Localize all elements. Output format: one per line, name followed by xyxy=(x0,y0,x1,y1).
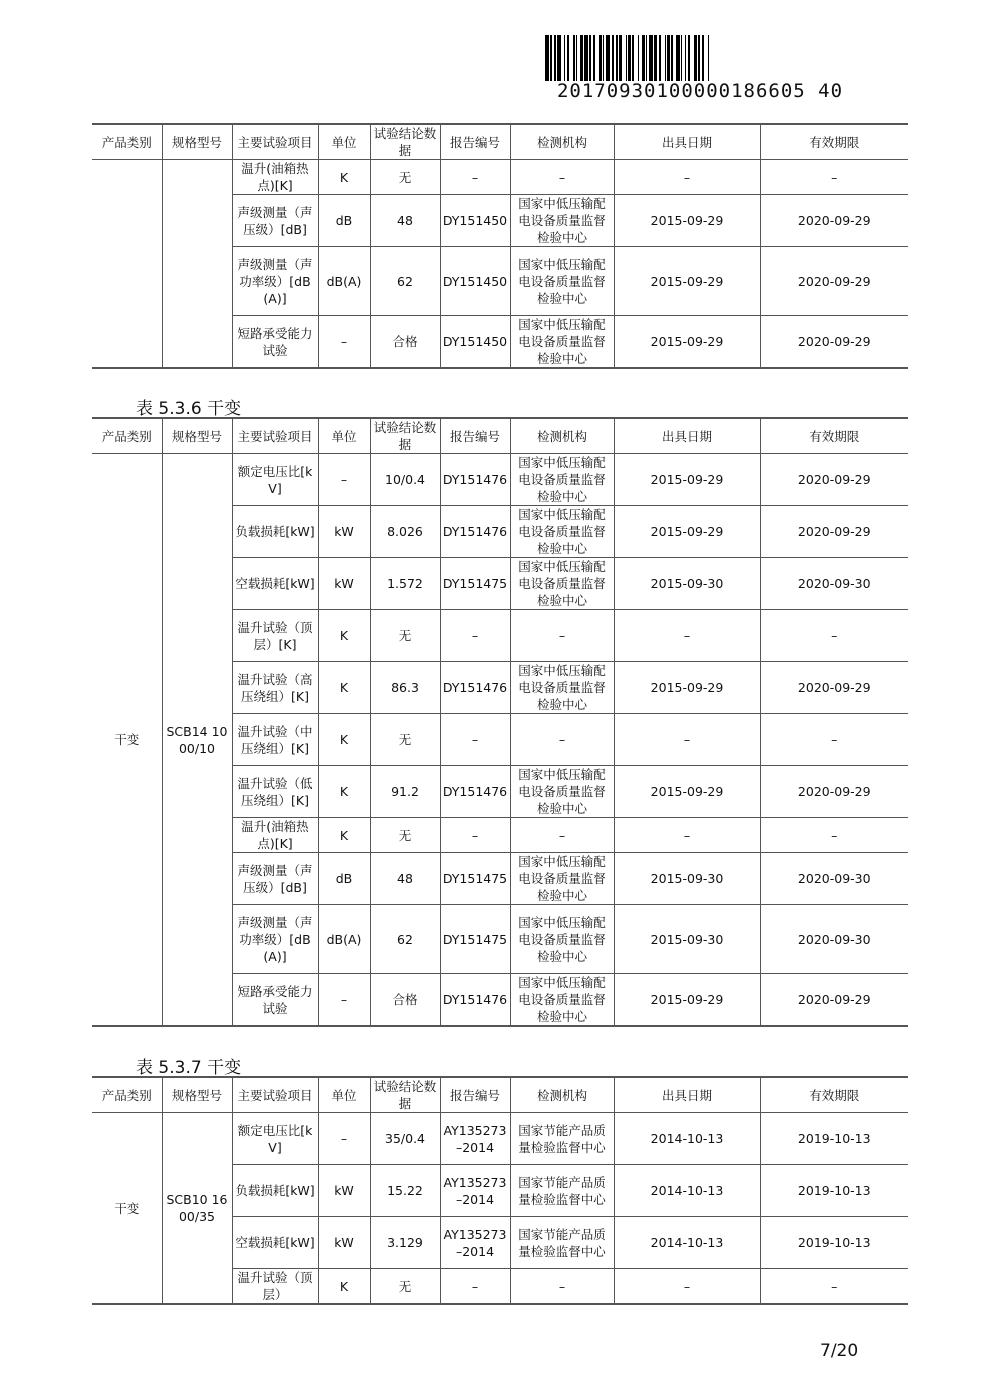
report-cell: DY151475 xyxy=(440,853,510,905)
org-cell: 国家中低压输配电设备质量监督检验中心 xyxy=(510,974,614,1027)
valid-cell: 2020-09-29 xyxy=(760,454,908,506)
date-cell: 2015-09-29 xyxy=(614,506,760,558)
valid-cell: – xyxy=(760,714,908,766)
unit-cell: K xyxy=(318,714,370,766)
table-row xyxy=(92,454,908,506)
data-cell: 10/0.4 xyxy=(370,454,440,506)
report-cell: DY151475 xyxy=(440,905,510,974)
barcode-number: 20170930100000186605 40 xyxy=(556,80,844,102)
model-cell: SCB14 1000/10 xyxy=(162,454,232,1027)
unit-cell: K xyxy=(318,766,370,818)
org-cell: 国家节能产品质量检验监督中心 xyxy=(510,1217,614,1269)
report-cell: – xyxy=(440,714,510,766)
date-cell: 2015-09-29 xyxy=(614,195,760,247)
report-cell: DY151476 xyxy=(440,766,510,818)
valid-cell: 2019-10-13 xyxy=(760,1165,908,1217)
org-cell: – xyxy=(510,1269,614,1305)
item-cell: 温升试验（顶层） xyxy=(232,1269,318,1305)
data-cell: 91.2 xyxy=(370,766,440,818)
report-cell: AY135273–2014 xyxy=(440,1165,510,1217)
column-header: 出具日期 xyxy=(614,1077,760,1113)
column-header: 主要试验项目 xyxy=(232,1077,318,1113)
unit-cell: – xyxy=(318,316,370,369)
unit-cell: – xyxy=(318,1113,370,1165)
report-cell: DY151476 xyxy=(440,454,510,506)
valid-cell: 2020-09-29 xyxy=(760,974,908,1027)
column-header: 有效期限 xyxy=(760,124,908,160)
valid-cell: – xyxy=(760,1269,908,1305)
column-header: 试验结论数据 xyxy=(370,124,440,160)
column-header: 单位 xyxy=(318,1077,370,1113)
report-cell: – xyxy=(440,160,510,195)
column-header: 检测机构 xyxy=(510,124,614,160)
unit-cell: dB xyxy=(318,195,370,247)
date-cell: – xyxy=(614,160,760,195)
item-cell: 短路承受能力试验 xyxy=(232,316,318,369)
barcode-bar xyxy=(709,35,710,81)
column-header: 有效期限 xyxy=(760,418,908,454)
data-cell: 62 xyxy=(370,905,440,974)
date-cell: – xyxy=(614,610,760,662)
item-cell: 声级测量（声功率级）[dB(A)] xyxy=(232,247,318,316)
data-cell: 合格 xyxy=(370,316,440,369)
date-cell: 2015-09-29 xyxy=(614,662,760,714)
column-header: 出具日期 xyxy=(614,418,760,454)
org-cell: 国家中低压输配电设备质量监督检验中心 xyxy=(510,558,614,610)
data-cell: 合格 xyxy=(370,974,440,1027)
valid-cell: – xyxy=(760,610,908,662)
report-cell: DY151450 xyxy=(440,195,510,247)
column-header: 出具日期 xyxy=(614,124,760,160)
org-cell: 国家节能产品质量检验监督中心 xyxy=(510,1113,614,1165)
valid-cell: 2020-09-29 xyxy=(760,316,908,369)
org-cell: 国家中低压输配电设备质量监督检验中心 xyxy=(510,247,614,316)
date-cell: 2015-09-29 xyxy=(614,316,760,369)
item-cell: 空载损耗[kW] xyxy=(232,558,318,610)
item-cell: 温升试验（高压绕组）[K] xyxy=(232,662,318,714)
data-cell: 35/0.4 xyxy=(370,1113,440,1165)
item-cell: 空载损耗[kW] xyxy=(232,1217,318,1269)
item-cell: 负载损耗[kW] xyxy=(232,1165,318,1217)
column-header: 规格型号 xyxy=(162,124,232,160)
barcode xyxy=(545,35,853,81)
org-cell: 国家中低压输配电设备质量监督检验中心 xyxy=(510,853,614,905)
report-cell: AY135273–2014 xyxy=(440,1113,510,1165)
data-cell: 48 xyxy=(370,853,440,905)
data-cell: 48 xyxy=(370,195,440,247)
date-cell: 2015-09-29 xyxy=(614,454,760,506)
valid-cell: 2020-09-29 xyxy=(760,247,908,316)
date-cell: 2015-09-30 xyxy=(614,905,760,974)
column-header: 报告编号 xyxy=(440,124,510,160)
org-cell: 国家中低压输配电设备质量监督检验中心 xyxy=(510,506,614,558)
item-cell: 温升(油箱热点)[K] xyxy=(232,818,318,853)
unit-cell: kW xyxy=(318,558,370,610)
org-cell: 国家节能产品质量检验监督中心 xyxy=(510,1165,614,1217)
data-cell: 8.026 xyxy=(370,506,440,558)
column-header: 报告编号 xyxy=(440,418,510,454)
data-cell: 无 xyxy=(370,714,440,766)
date-cell: 2015-09-29 xyxy=(614,974,760,1027)
table-caption-5-3-7: 表 5.3.7 干变 xyxy=(136,1058,242,1078)
unit-cell: kW xyxy=(318,506,370,558)
category-cell: 干变 xyxy=(92,454,162,1027)
valid-cell: 2020-09-29 xyxy=(760,195,908,247)
report-cell: – xyxy=(440,1269,510,1305)
column-header: 规格型号 xyxy=(162,418,232,454)
date-cell: – xyxy=(614,714,760,766)
unit-cell: K xyxy=(318,662,370,714)
category-cell: 干变 xyxy=(92,1113,162,1305)
data-cell: 无 xyxy=(370,160,440,195)
model-cell xyxy=(162,160,232,369)
valid-cell: 2020-09-29 xyxy=(760,662,908,714)
valid-cell: 2019-10-13 xyxy=(760,1217,908,1269)
valid-cell: 2020-09-29 xyxy=(760,506,908,558)
column-header: 产品类别 xyxy=(92,418,162,454)
report-cell: DY151450 xyxy=(440,316,510,369)
item-cell: 声级测量（声功率级）[dB(A)] xyxy=(232,905,318,974)
item-cell: 声级测量（声压级）[dB] xyxy=(232,195,318,247)
date-cell: – xyxy=(614,818,760,853)
org-cell: 国家中低压输配电设备质量监督检验中心 xyxy=(510,454,614,506)
report-cell: AY135273–2014 xyxy=(440,1217,510,1269)
report-cell: DY151450 xyxy=(440,247,510,316)
test-table-1 xyxy=(92,123,908,369)
unit-cell: K xyxy=(318,818,370,853)
header-row xyxy=(92,418,908,454)
date-cell: 2014-10-13 xyxy=(614,1217,760,1269)
date-cell: 2015-09-29 xyxy=(614,766,760,818)
org-cell: – xyxy=(510,610,614,662)
data-cell: 62 xyxy=(370,247,440,316)
column-header: 单位 xyxy=(318,418,370,454)
unit-cell: K xyxy=(318,160,370,195)
test-table-5-3-7 xyxy=(92,1076,908,1305)
unit-cell: dB(A) xyxy=(318,905,370,974)
valid-cell: 2020-09-30 xyxy=(760,905,908,974)
org-cell: 国家中低压输配电设备质量监督检验中心 xyxy=(510,195,614,247)
item-cell: 负载损耗[kW] xyxy=(232,506,318,558)
valid-cell: – xyxy=(760,160,908,195)
column-header: 产品类别 xyxy=(92,124,162,160)
org-cell: – xyxy=(510,714,614,766)
item-cell: 温升试验（中压绕组）[K] xyxy=(232,714,318,766)
unit-cell: kW xyxy=(318,1165,370,1217)
column-header: 主要试验项目 xyxy=(232,124,318,160)
valid-cell: 2020-09-30 xyxy=(760,853,908,905)
table-row xyxy=(92,1113,908,1165)
column-header: 试验结论数据 xyxy=(370,1077,440,1113)
item-cell: 声级测量（声压级）[dB] xyxy=(232,853,318,905)
data-cell: 1.572 xyxy=(370,558,440,610)
data-cell: 3.129 xyxy=(370,1217,440,1269)
data-cell: 无 xyxy=(370,818,440,853)
date-cell: 2015-09-30 xyxy=(614,853,760,905)
unit-cell: – xyxy=(318,974,370,1027)
data-cell: 15.22 xyxy=(370,1165,440,1217)
report-cell: DY151476 xyxy=(440,662,510,714)
header-row xyxy=(92,1077,908,1113)
date-cell: 2015-09-30 xyxy=(614,558,760,610)
org-cell: 国家中低压输配电设备质量监督检验中心 xyxy=(510,766,614,818)
org-cell: – xyxy=(510,818,614,853)
header-row xyxy=(92,124,908,160)
column-header: 检测机构 xyxy=(510,418,614,454)
report-cell: DY151476 xyxy=(440,506,510,558)
unit-cell: dB(A) xyxy=(318,247,370,316)
item-cell: 额定电压比[kV] xyxy=(232,454,318,506)
report-cell: DY151476 xyxy=(440,974,510,1027)
test-table-5-3-6 xyxy=(92,417,908,1027)
page-number: 7/20 xyxy=(820,1341,859,1361)
column-header: 单位 xyxy=(318,124,370,160)
date-cell: 2014-10-13 xyxy=(614,1113,760,1165)
date-cell: – xyxy=(614,1269,760,1305)
item-cell: 额定电压比[kV] xyxy=(232,1113,318,1165)
unit-cell: kW xyxy=(318,1217,370,1269)
item-cell: 温升试验（顶层）[K] xyxy=(232,610,318,662)
column-header: 有效期限 xyxy=(760,1077,908,1113)
report-cell: – xyxy=(440,610,510,662)
valid-cell: 2020-09-30 xyxy=(760,558,908,610)
table-row xyxy=(92,160,908,195)
org-cell: 国家中低压输配电设备质量监督检验中心 xyxy=(510,316,614,369)
column-header: 报告编号 xyxy=(440,1077,510,1113)
data-cell: 86.3 xyxy=(370,662,440,714)
org-cell: 国家中低压输配电设备质量监督检验中心 xyxy=(510,662,614,714)
unit-cell: K xyxy=(318,610,370,662)
column-header: 试验结论数据 xyxy=(370,418,440,454)
org-cell: 国家中低压输配电设备质量监督检验中心 xyxy=(510,905,614,974)
column-header: 规格型号 xyxy=(162,1077,232,1113)
valid-cell: – xyxy=(760,818,908,853)
date-cell: 2015-09-29 xyxy=(614,247,760,316)
category-cell xyxy=(92,160,162,369)
org-cell: – xyxy=(510,160,614,195)
data-cell: 无 xyxy=(370,610,440,662)
column-header: 产品类别 xyxy=(92,1077,162,1113)
item-cell: 短路承受能力试验 xyxy=(232,974,318,1027)
unit-cell: K xyxy=(318,1269,370,1305)
date-cell: 2014-10-13 xyxy=(614,1165,760,1217)
column-header: 检测机构 xyxy=(510,1077,614,1113)
table-caption-5-3-6: 表 5.3.6 干变 xyxy=(136,399,242,419)
data-cell: 无 xyxy=(370,1269,440,1305)
unit-cell: – xyxy=(318,454,370,506)
item-cell: 温升(油箱热点)[K] xyxy=(232,160,318,195)
item-cell: 温升试验（低压绕组）[K] xyxy=(232,766,318,818)
report-cell: DY151475 xyxy=(440,558,510,610)
valid-cell: 2019-10-13 xyxy=(760,1113,908,1165)
unit-cell: dB xyxy=(318,853,370,905)
column-header: 主要试验项目 xyxy=(232,418,318,454)
model-cell: SCB10 1600/35 xyxy=(162,1113,232,1305)
valid-cell: 2020-09-29 xyxy=(760,766,908,818)
report-cell: – xyxy=(440,818,510,853)
